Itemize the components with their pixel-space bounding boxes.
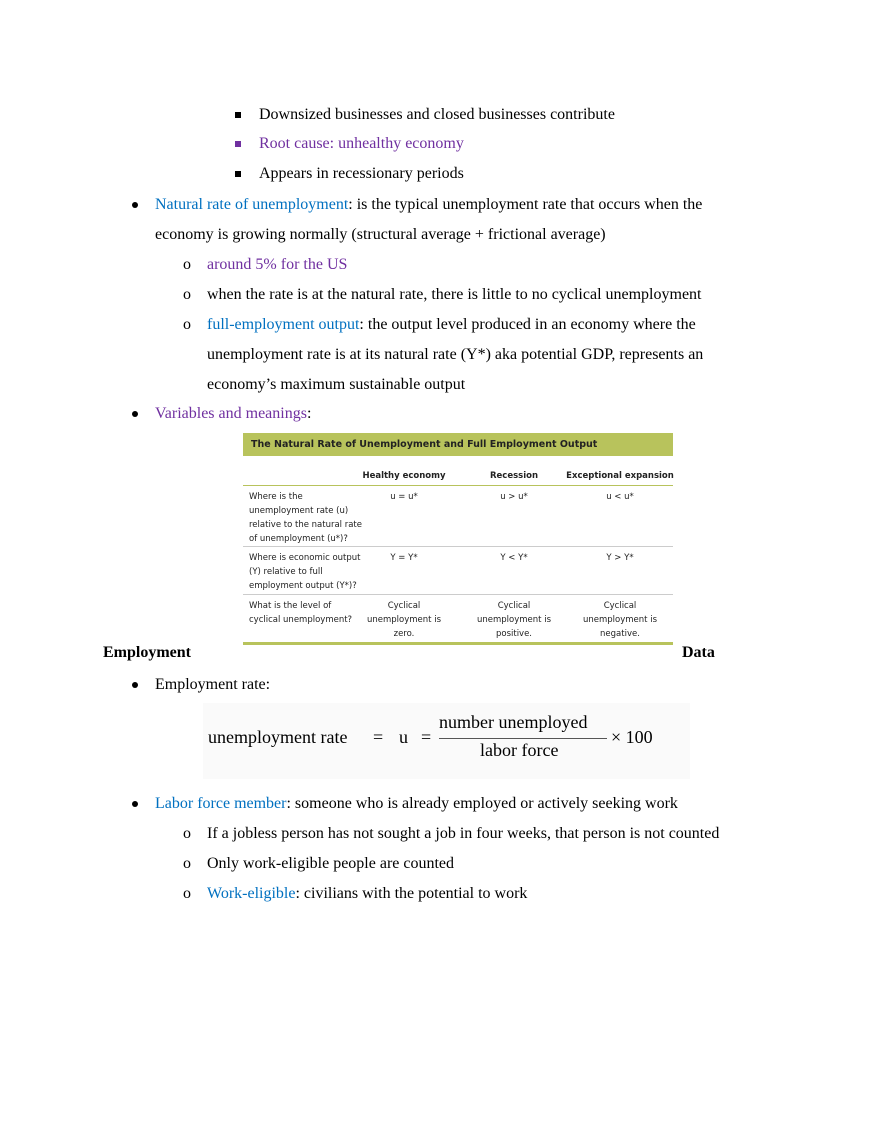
list-item: when the rate is at the natural rate, there is little to no cyclical unemployment: [207, 286, 702, 303]
term: Work-eligible: [207, 885, 296, 902]
bullet-icon: [132, 801, 138, 807]
formula-equals: =: [373, 727, 384, 747]
list-item: Appears in recessionary periods: [259, 165, 464, 182]
circle-bullet-icon: o: [183, 286, 191, 303]
table-cell: Cyclical unemployment is positive.: [477, 601, 551, 639]
bullet-icon: [132, 682, 138, 688]
term: Variables and meanings: [155, 405, 307, 422]
definition: : is the typical unemployment rate that occurs when the: [348, 196, 703, 213]
term: full-employment output: [207, 316, 360, 333]
term: Natural rate of unemployment: [155, 196, 349, 213]
formula-denominator: labor force: [480, 740, 559, 760]
bullet-icon: [132, 202, 138, 208]
column-header: Recession: [489, 471, 539, 481]
table-cell: Cyclical unemployment is zero.: [367, 601, 441, 639]
column-header: Healthy economy: [362, 471, 446, 481]
table-cell: Y > Y*: [606, 553, 634, 563]
definition-continued: economy is growing normally (structural average + frictional average): [155, 226, 606, 243]
table-cell: Y < Y*: [500, 553, 528, 563]
list-item: [155, 195, 702, 215]
formula-lhs: unemployment rate: [208, 727, 348, 747]
definition-continued: economy’s maximum sustainable output: [207, 376, 466, 393]
square-bullet-icon: [235, 112, 241, 118]
table-row: [243, 486, 673, 547]
row-question: Where is the unemployment rate (u) relative to the natural rate of unemployment (u*)?: [249, 492, 362, 544]
circle-bullet-icon: o: [183, 885, 191, 902]
table-title: The Natural Rate of Unemployment and Full Employment Output: [243, 433, 673, 456]
row-question: Where is economic output (Y) relative to full employment output (Y*)?: [249, 553, 361, 591]
fraction-bar: [439, 738, 607, 739]
list-item: Root cause: unhealthy economy: [259, 135, 464, 152]
list-item: [155, 794, 678, 814]
table-cell: u = u*: [390, 492, 418, 502]
definition: : civilians with the potential to work: [295, 885, 528, 902]
bullet-icon: [132, 411, 138, 417]
list-item: [207, 884, 527, 904]
section-heading-left: Employment: [103, 644, 191, 661]
row-question: What is the level of cyclical unemployment?: [249, 601, 353, 625]
list-item: Only work-eligible people are counted: [207, 855, 455, 872]
formula-u: u: [399, 727, 408, 747]
circle-bullet-icon: o: [183, 825, 191, 842]
table-row: [243, 547, 673, 595]
list-item: [207, 315, 696, 335]
colon: :: [306, 405, 312, 422]
circle-bullet-icon: o: [183, 855, 191, 872]
circle-bullet-icon: o: [183, 316, 191, 333]
formula-multiplier: × 100: [611, 727, 653, 747]
table-footer-rule: [243, 642, 673, 645]
circle-bullet-icon: o: [183, 256, 191, 273]
definition: : someone who is already employed or actively seeking work: [286, 795, 678, 812]
unemployment-rate-formula: [203, 703, 690, 779]
list-item: If a jobless person has not sought a job in four weeks, that person is not counted: [207, 825, 720, 842]
square-bullet-icon: [235, 171, 241, 177]
list-item: Employment rate:: [155, 676, 271, 693]
definition-continued: unemployment rate is at its natural rate (Y*) aka potential GDP, represents an: [207, 346, 704, 363]
formula-equals: =: [421, 727, 432, 747]
list-item: around 5% for the US: [207, 256, 348, 273]
table-cell: Cyclical unemployment is negative.: [583, 601, 657, 639]
list-item: [155, 404, 311, 424]
list-item: Downsized businesses and closed businesses contribute: [259, 106, 615, 123]
term: Labor force member: [155, 795, 287, 812]
table-header: [243, 456, 673, 486]
definition: : the output level produced in an economy where the: [359, 316, 696, 333]
section-heading-right: Data: [682, 644, 715, 661]
table-cell: u < u*: [606, 492, 634, 502]
natural-rate-table: [243, 433, 673, 645]
table-row: [243, 595, 673, 643]
square-bullet-icon: [235, 141, 241, 147]
table-cell: Y = Y*: [390, 553, 418, 563]
formula-numerator: number unemployed: [439, 712, 588, 732]
column-header: Exceptional expansion: [566, 471, 674, 481]
table-cell: u > u*: [500, 492, 528, 502]
